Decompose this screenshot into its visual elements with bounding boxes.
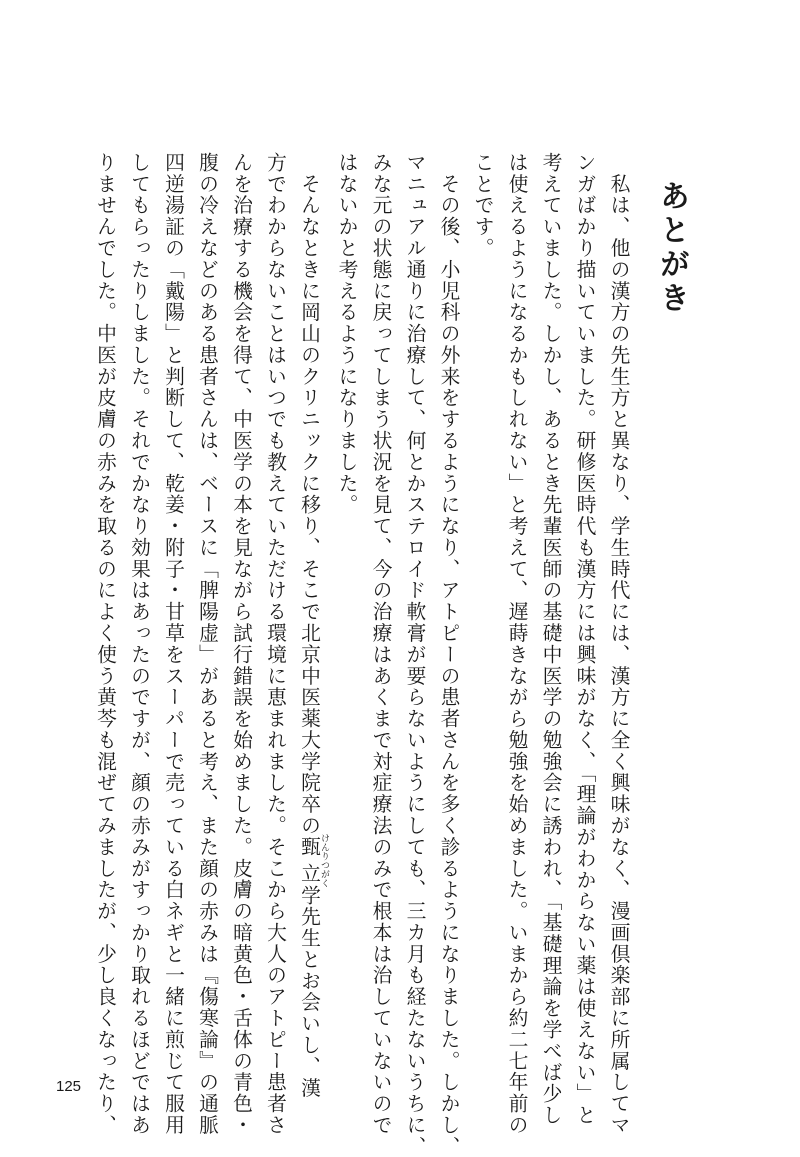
text-line-with-ruby [292, 152, 330, 1099]
ruby-annotated-name [297, 833, 329, 888]
text-line: 方でわからないことはいつでも教えていただける環境に恵まれました。そこから大人のアトピー患者さ [263, 152, 287, 1136]
text-line: その後、小児科の外来をするようになり、アトピーの患者さんを多く診るようになりました。しかし、 [437, 152, 460, 1157]
text-line: りませんでした。中医が皮膚の赤みを取るのによく使う黄芩も混ぜてみましたが、少し良くなったり、 [93, 152, 117, 1136]
page-number: 125 [56, 1078, 82, 1095]
text-line: ことです。 [471, 152, 494, 259]
text-line: 私は、他の漢方の先生方と異なり、学生時代には、漢方に全く興味がなく、漫画倶楽部に所属してマ [607, 152, 630, 1136]
text-line: はないかと考えるようになりました。 [335, 152, 358, 516]
text-segment: そんなときに岡山のクリニックに移り、そこで北京中医薬大学院卒の [297, 152, 321, 837]
ruby-base: 甄立 [297, 833, 321, 888]
text-line: は使えるようになるかもしれない」と考えて、遅蒔きながら勉強を始めました。いまから約二七年前の [505, 152, 528, 1136]
text-line: マニュアル通りに治療して、何とかステロイド軟膏が要らないようにしても、三カ月も経たないうちに、 [403, 152, 426, 1157]
text-line: んを治療する機会を得て、中医学の本を見ながら試行錯誤を始めました。皮膚の暗黄色・舌体の青色・ [229, 152, 253, 1136]
text-line: 腹の冷えなどのある患者さんは、ベースに「脾陽虚」があると考え、また顔の赤みは『傷寒論』の通脈 [195, 152, 219, 1136]
chapter-title: あとがき [654, 180, 689, 316]
text-line: してもらったりしました。それでかなり効果はあったのですが、顔の赤みがすっかり取れるほどではあ [127, 152, 151, 1136]
text-line: ンガばかり描いていました。研修医時代も漢方には興味がなく、「理論がわからない薬は使えない」と [573, 152, 596, 1127]
text-line: 四逆湯証の「戴陽」と判断して、乾姜・附子・甘草をスーパーで売っている白ネギと一緒に煎じて服用 [161, 152, 185, 1136]
text-line: 考えていました。しかし、あるとき先輩医師の基礎中医学の勉強会に誘われ、「基礎理論を学べば少し [539, 152, 562, 1127]
body-text [88, 152, 636, 1157]
ruby-reading: けんりつがく [319, 833, 329, 888]
text-line: みな元の状態に戻ってしまう状況を見て、今の治療はあくまで対症療法のみで根本は治していないので [369, 152, 392, 1136]
text-segment: 学先生とお会いし、漢 [297, 884, 321, 1099]
